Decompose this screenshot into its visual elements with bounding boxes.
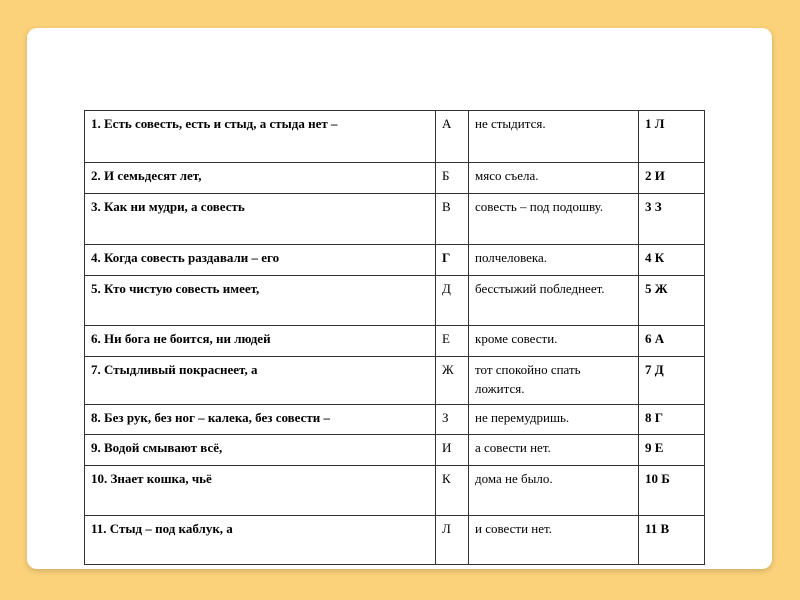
saying-cell: 3. Как ни мудри, а совесть [85,194,436,245]
answer-cell: 1 Л [639,111,705,163]
table-row [85,326,705,357]
table-row [85,163,705,194]
letter-cell: Д [436,276,469,326]
ending-cell: дома не было. [469,466,639,516]
ending-cell: и совести нет. [469,516,639,565]
ending-cell: совесть – под подошву. [469,194,639,245]
saying-cell: 6. Ни бога не боится, ни людей [85,326,436,357]
ending-cell: кроме совести. [469,326,639,357]
table-body [85,111,705,565]
saying-cell: 9. Водой смывают всё, [85,435,436,466]
letter-cell: Г [436,245,469,276]
ending-cell: не стыдится. [469,111,639,163]
saying-cell: 10. Знает кошка, чьё [85,466,436,516]
answer-cell: 6 А [639,326,705,357]
answer-cell: 8 Г [639,405,705,435]
answer-cell: 2 И [639,163,705,194]
letter-cell: Б [436,163,469,194]
table-row [85,276,705,326]
saying-cell: 4. Когда совесть раздавали – его [85,245,436,276]
answer-cell: 7 Д [639,357,705,405]
letter-cell: И [436,435,469,466]
ending-cell: полчеловека. [469,245,639,276]
answer-cell: 5 Ж [639,276,705,326]
table-row [85,245,705,276]
letter-cell: К [436,466,469,516]
ending-cell: мясо съела. [469,163,639,194]
letter-cell: А [436,111,469,163]
answer-cell: 4 К [639,245,705,276]
letter-cell: Ж [436,357,469,405]
saying-cell: 7. Стыдливый покраснеет, а [85,357,436,405]
saying-cell: 11. Стыд – под каблук, а [85,516,436,565]
ending-cell: не перемудришь. [469,405,639,435]
answer-cell: 3 З [639,194,705,245]
table-row [85,466,705,516]
answer-cell: 10 Б [639,466,705,516]
saying-cell: 5. Кто чистую совесть имеет, [85,276,436,326]
ending-cell: бесстыжий побледнеет. [469,276,639,326]
letter-cell: З [436,405,469,435]
table-row [85,405,705,435]
saying-cell: 1. Есть совесть, есть и стыд, а стыда нет – [85,111,436,163]
ending-cell: тот спокойно спать ложится. [469,357,639,405]
table-row [85,516,705,565]
answer-cell: 9 Е [639,435,705,466]
ending-cell: а совести нет. [469,435,639,466]
answer-cell: 11 В [639,516,705,565]
matching-table [84,110,705,565]
letter-cell: В [436,194,469,245]
table-row [85,111,705,163]
letter-cell: Е [436,326,469,357]
table-row [85,194,705,245]
letter-cell: Л [436,516,469,565]
table-row [85,435,705,466]
saying-cell: 8. Без рук, без ног – калека, без совести – [85,405,436,435]
table-row [85,357,705,405]
saying-cell: 2. И семьдесят лет, [85,163,436,194]
